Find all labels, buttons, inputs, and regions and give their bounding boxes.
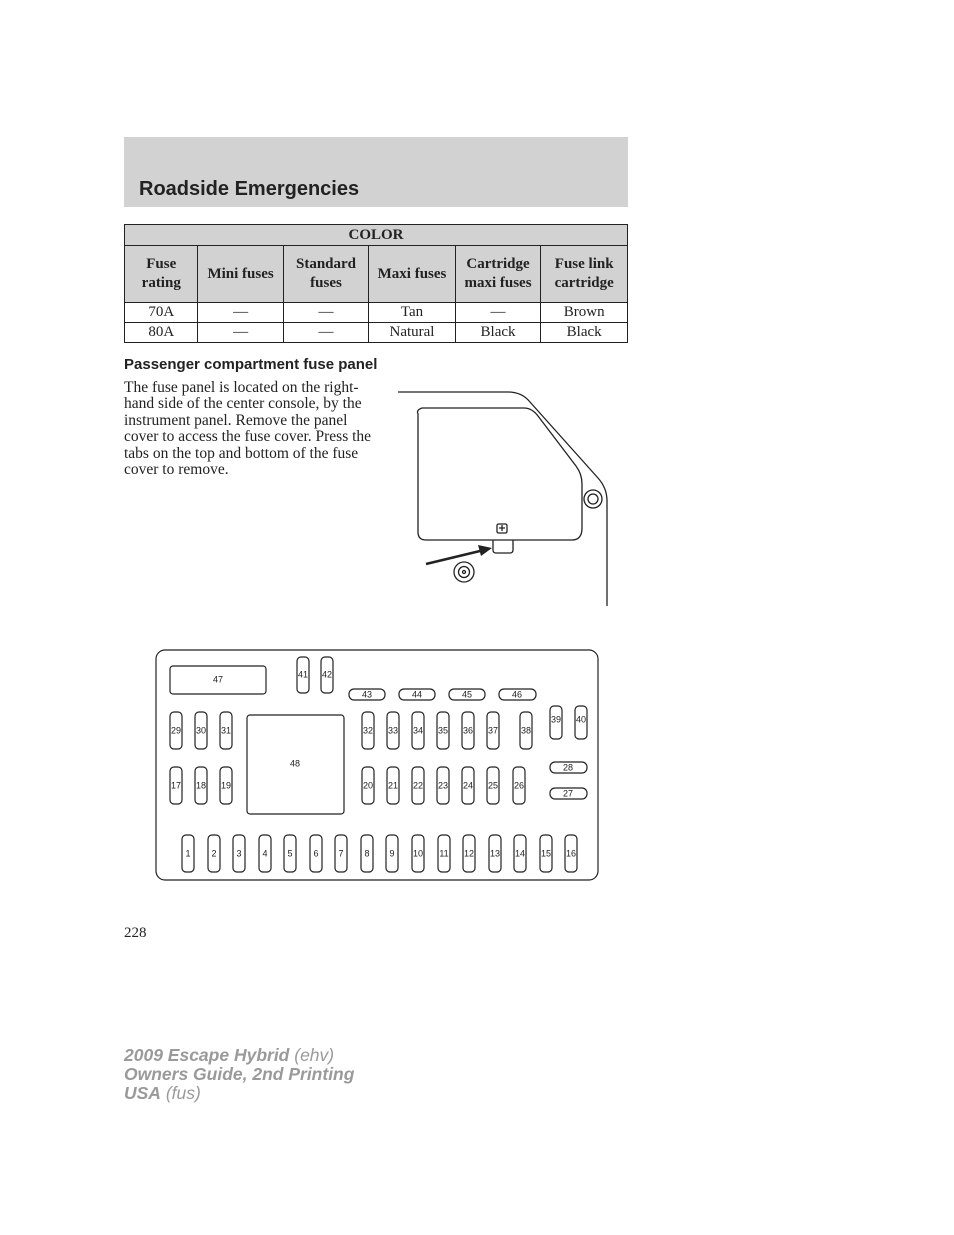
panel-cover-outline: [418, 408, 583, 540]
fuse-label: 29: [170, 725, 182, 736]
fuse-label: 16: [565, 848, 577, 859]
fuse-label: 48: [289, 758, 301, 769]
fuse-label: 34: [412, 725, 424, 736]
fuse-label: 21: [387, 780, 399, 791]
fuse-label: 43: [361, 689, 373, 700]
table-cell: Black: [455, 323, 541, 343]
table-cell: 80A: [125, 323, 198, 343]
column-header: Standard fuses: [283, 246, 369, 303]
fuse-label: 5: [287, 848, 293, 859]
fuse-symbol-icon: [497, 524, 507, 533]
column-header: Fuse link cartridge: [541, 246, 628, 303]
table-cell: —: [455, 303, 541, 323]
column-header: Fuse rating: [125, 246, 198, 303]
footer-line: [124, 1046, 354, 1065]
fuse-label: 24: [462, 780, 474, 791]
fuse-label: 30: [195, 725, 207, 736]
footer-model-code: (ehv): [294, 1045, 335, 1065]
table-cell: —: [198, 323, 283, 343]
fuse-label: 33: [387, 725, 399, 736]
footer-line: [124, 1084, 354, 1103]
table-row: [125, 303, 628, 323]
footer-guide: Owners Guide, 2nd Printing: [124, 1064, 355, 1084]
table-column-header-row: [125, 246, 628, 303]
footer-market-code: (fus): [165, 1083, 201, 1103]
fuse-label: 13: [489, 848, 501, 859]
cover-tab: [493, 540, 513, 553]
fuse-panel-diagram: [155, 649, 600, 883]
section-body-text: The fuse panel is located on the right-hand side of the center console, by the instrument panel. Remove the panel cover to access the fuse cover. Press the tabs on the top and bottom of the fuse cover to remove.: [124, 379, 372, 479]
page-number: 228: [124, 925, 147, 941]
footer-market: USA: [124, 1083, 161, 1103]
table-cell: Natural: [369, 323, 455, 343]
fuse-label: 2: [211, 848, 217, 859]
table-cell: Brown: [541, 303, 628, 323]
fuse-label: 25: [487, 780, 499, 791]
mounting-screw-icon: [584, 490, 602, 508]
fuse-color-table: [124, 224, 628, 343]
table-cell: 70A: [125, 303, 198, 323]
fuse-label: 23: [437, 780, 449, 791]
fuse-label: 27: [562, 788, 574, 799]
fuse-label: 36: [462, 725, 474, 736]
fuse-label: 17: [170, 780, 182, 791]
fuse-label: 20: [362, 780, 374, 791]
table-cell: —: [283, 323, 369, 343]
fuse-label: 37: [487, 725, 499, 736]
fuse-label: 11: [439, 848, 449, 859]
fuse-label: 28: [562, 762, 574, 773]
table-row: [125, 323, 628, 343]
fuse-label: 9: [389, 848, 395, 859]
fuse-label: 47: [212, 674, 224, 685]
section-heading: Passenger compartment fuse panel: [124, 356, 378, 373]
fuse-label: 32: [362, 725, 374, 736]
fuse-label: 12: [463, 848, 475, 859]
fuse-label: 22: [412, 780, 424, 791]
fuse-label: 39: [550, 714, 562, 725]
table-cell: Black: [541, 323, 628, 343]
fuse-label: 46: [511, 689, 523, 700]
fuse-label: 19: [220, 780, 232, 791]
footer-line: [124, 1065, 354, 1084]
table-group-header: COLOR: [125, 225, 628, 246]
table-cell: —: [198, 303, 283, 323]
column-header: Mini fuses: [198, 246, 283, 303]
table-cell: —: [283, 303, 369, 323]
document-footer: [124, 1046, 354, 1103]
console-outline: [398, 392, 607, 606]
fuse-label: 7: [338, 848, 344, 859]
fuse-label: 1: [185, 848, 191, 859]
column-header: Maxi fuses: [369, 246, 455, 303]
fuse-label: 26: [513, 780, 525, 791]
fuse-label: 42: [321, 669, 333, 680]
fuse-label: 35: [437, 725, 449, 736]
column-header: Cartridge maxi fuses: [455, 246, 541, 303]
fuse-label: 18: [195, 780, 207, 791]
fuse-label: 10: [412, 848, 424, 859]
fuse-label: 6: [313, 848, 319, 859]
fuse-cover-illustration: [396, 388, 616, 610]
table-group-header-row: [125, 225, 628, 246]
page-section-title: Roadside Emergencies: [139, 178, 360, 200]
fuse-label: 3: [236, 848, 242, 859]
fuse-label: 41: [297, 669, 309, 680]
mounting-screw-icon: [454, 562, 474, 582]
fuse-label: 14: [514, 848, 526, 859]
fuse-label: 38: [520, 725, 532, 736]
arrow-icon: [426, 551, 480, 564]
fuse-label: 44: [411, 689, 423, 700]
footer-model: 2009 Escape Hybrid: [124, 1045, 290, 1065]
fuse-label: 31: [220, 725, 232, 736]
fuse-label: 40: [575, 714, 587, 725]
fuse-label: 15: [540, 848, 552, 859]
fuse-label: 8: [364, 848, 370, 859]
fuse-label: 45: [461, 689, 473, 700]
fuse-label: 4: [262, 848, 268, 859]
table-cell: Tan: [369, 303, 455, 323]
